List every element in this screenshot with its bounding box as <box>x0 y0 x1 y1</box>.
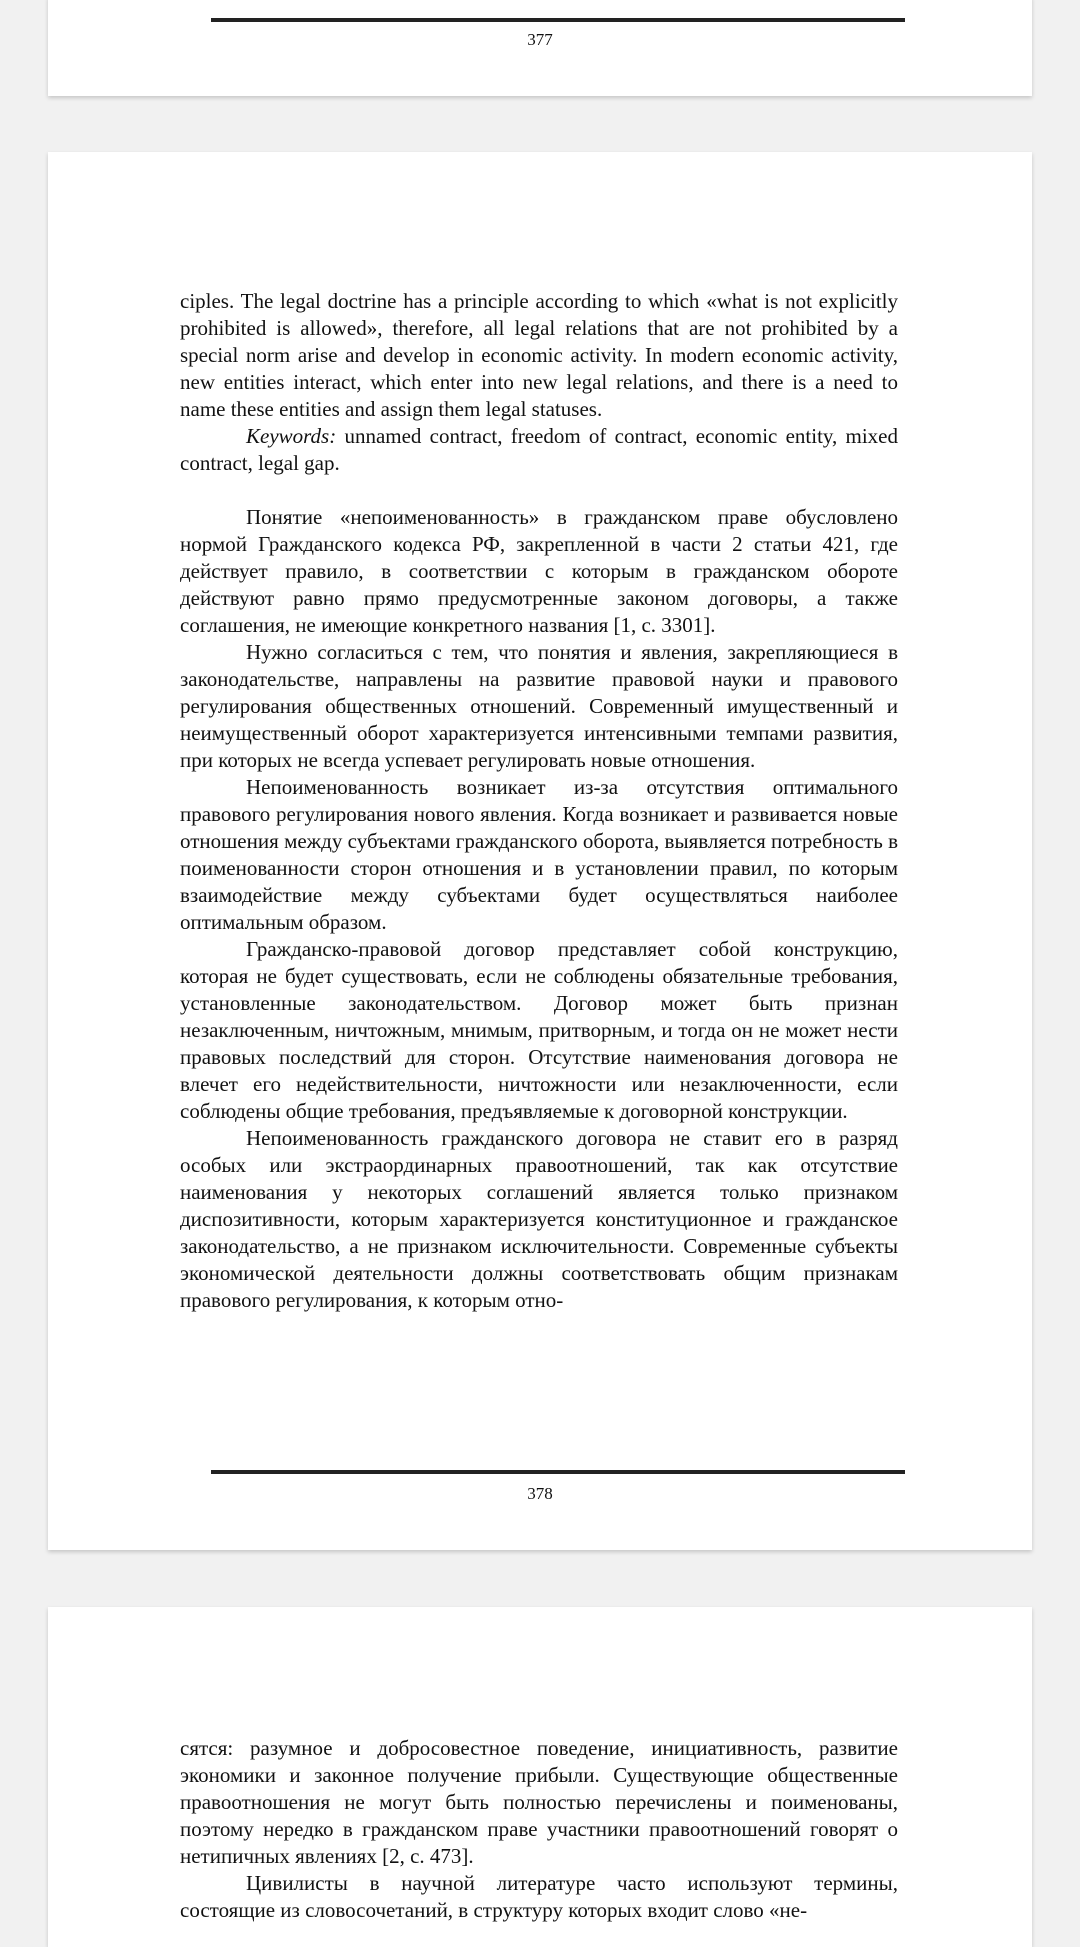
page-body <box>180 1735 898 1924</box>
paragraph: Непоименованность возникает из-за отсутствия оптимального правового регулирования нового явления. Когда возникает и развивается новые отношения между субъектами гражданского оборота, выявляется потребность в поименованности сторон отношения и в установлении правил, по которым взаимодействие между субъектами будет осуществляться наиболее оптимальным образом. <box>180 775 898 934</box>
paragraph: Нужно согласиться с тем, что понятия и явления, закрепляющиеся в законодательстве, направлены на развитие правовой науки и правового регулирования общественных отношений. Современный имущественный и неимущественный оборот характеризуется интенсивными темпами развития, при которых не всегда успевает регулировать новые отношения. <box>180 640 898 772</box>
keywords-line <box>180 423 898 477</box>
page-379 <box>48 1607 1032 1947</box>
page-number: 378 <box>527 1484 553 1503</box>
page-378 <box>48 152 1032 1550</box>
page-number: 377 <box>527 30 553 49</box>
keywords-text: unnamed contract, freedom of contract, economic entity, mixed contract, legal gap. <box>180 424 898 475</box>
paragraph: Цивилисты в научной литературе часто используют термины, состоящие из словосочетаний, в структуру которых входит слово «не- <box>180 1871 898 1922</box>
paragraph: Непоименованность гражданского договора не ставит его в разряд особых или экстраординарных правоотношений, так как отсутствие наименования у некоторых соглашений является только признаком диспозитивности, которым характеризуется конституционное и гражданское законодательство, а не признаком исключительности. Современные субъекты экономической деятельности должны соответствовать общим признакам правового регулирования, к которым отно- <box>180 1126 898 1312</box>
page-body <box>180 288 898 1314</box>
blank-line <box>180 477 898 504</box>
footer-rule <box>211 1470 905 1474</box>
keywords-label: Keywords: <box>246 424 337 448</box>
page-377 <box>48 0 1032 96</box>
footer-rule <box>211 18 905 22</box>
continuation-paragraph: сятся: разумное и добросовестное поведение, инициативность, развитие экономики и законное получение прибыли. Существующие общественные правоотношения не могут быть полностью перечислены и поименованы, поэтому нередко в гражданском праве участники правоотношений говорят о нетипичных явлениях [2, с. 473]. <box>180 1736 898 1868</box>
abstract-end: ciples. The legal doctrine has a principle according to which «what is not explicitly prohibited is allowed», therefore, all legal relations that are not prohibited by a special norm arise and develop in economic activity. In modern economic activity, new entities interact, which enter into new legal relations, and there is a need to name these entities and assign them legal statuses. <box>180 289 898 421</box>
paragraph: Понятие «непоименованность» в гражданском праве обусловлено нормой Гражданского кодекса РФ, закрепленной в части 2 статьи 421, где действует правило, в соответствии с которым в гражданском обороте действуют равно прямо предусмотренные законом договоры, а также соглашения, не имеющие конкретного названия [1, с. 3301]. <box>180 505 898 637</box>
paragraph: Гражданско-правовой договор представляет собой конструкцию, которая не будет существовать, если не соблюдены обязательные требования, установленные законодательством. Договор может быть признан незаключенным, ничтожным, мнимым, притворным, и тогда он не может нести правовых последствий для сторон. Отсутствие наименования договора не влечет его недействительности, ничтожности или незаключенности, если соблюдены общие требования, предъявляемые к договорной конструкции. <box>180 937 898 1123</box>
